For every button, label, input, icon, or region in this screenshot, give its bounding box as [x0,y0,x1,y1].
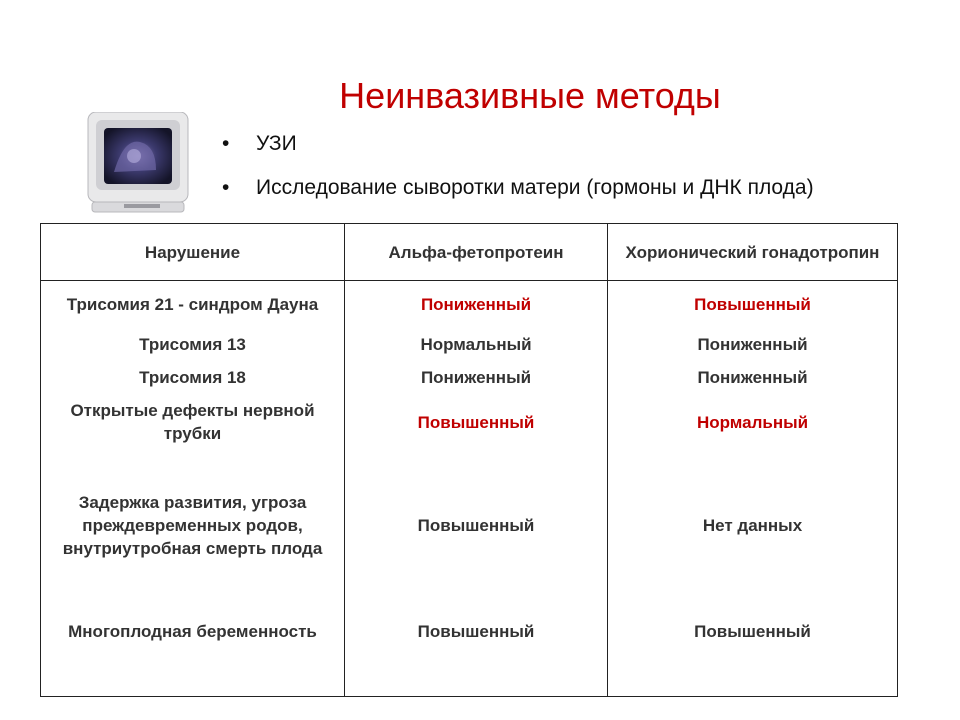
table-row [41,328,898,361]
bullet-marker: • [222,132,230,155]
bullet-item [222,174,814,202]
bullet-text: УЗИ [256,132,297,155]
table-header-row [41,224,898,281]
afp-cell: Нормальный [345,328,608,361]
table-row [41,601,898,697]
condition-cell: Трисомия 18 [41,361,345,394]
table-row [41,281,898,328]
afp-cell: Пониженный [345,281,608,328]
condition-cell: Трисомия 13 [41,328,345,361]
table-row [41,394,898,451]
bullet-marker: • [222,176,230,199]
table-row [41,451,898,601]
bullet-item [222,130,814,158]
slide-title: Неинвазивные методы [339,75,721,116]
afp-cell: Повышенный [345,601,608,697]
table-row [41,361,898,394]
bullet-text: Исследование сыворотки матери (гормоны и ДНК плода) [256,176,814,199]
hcg-cell: Пониженный [608,361,898,394]
bullet-list [222,130,814,202]
screening-table [40,223,898,697]
ultrasound-monitor-icon [84,112,192,216]
condition-cell: Задержка развития, угроза преждевременных родов, внутриутробная смерть плода [41,451,345,601]
afp-cell: Повышенный [345,394,608,451]
header-hcg: Хорионический гонадотропин [608,224,898,281]
header-afp: Альфа-фетопротеин [345,224,608,281]
afp-cell: Повышенный [345,451,608,601]
condition-cell: Трисомия 21 - синдром Дауна [41,281,345,328]
hcg-cell: Повышенный [608,601,898,697]
hcg-cell: Нормальный [608,394,898,451]
condition-cell: Открытые дефекты нервной трубки [41,394,345,451]
hcg-cell: Нет данных [608,451,898,601]
header-condition: Нарушение [41,224,345,281]
hcg-cell: Пониженный [608,328,898,361]
condition-cell: Многоплодная беременность [41,601,345,697]
afp-cell: Пониженный [345,361,608,394]
hcg-cell: Повышенный [608,281,898,328]
